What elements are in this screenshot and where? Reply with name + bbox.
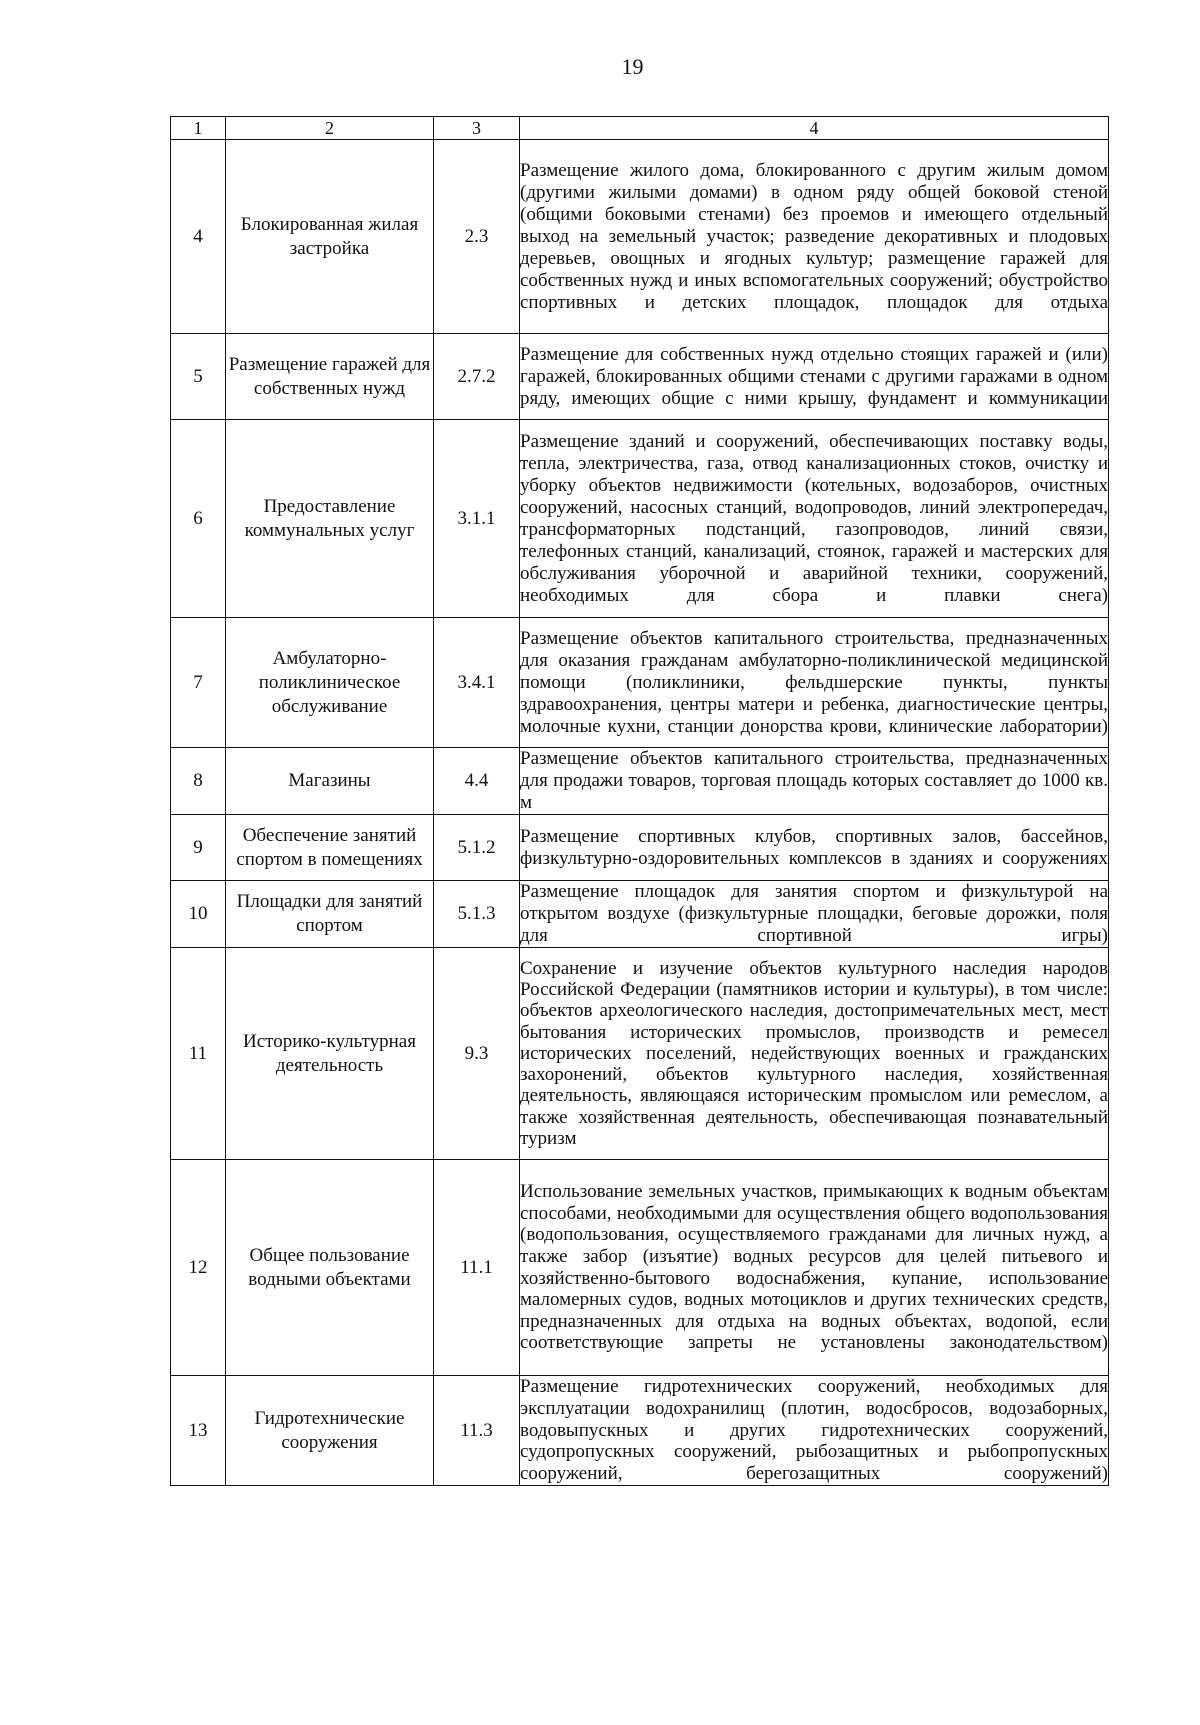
land-use-name: Обеспечение занятий спортом в помещениях [226,815,434,881]
table-row [171,1376,1109,1486]
table-row [171,334,1109,420]
land-use-name: Амбулаторно-поликлиническое обслуживание [226,618,434,748]
header-col-4: 4 [520,117,1109,140]
row-number: 7 [171,618,226,748]
row-number: 10 [171,881,226,948]
land-use-description: Использование земельных участков, примыкающих к водным объектам способами, необходимыми для осуществления общего водопользования (водопользования, осуществляемого гражданами для личных нужд, а также забор (изъятие) водных ресурсов для целей питьевого и хозяйственно-бытового водоснабжения, купание, использование маломерных судов, водных мотоциклов и других технических средств, предназначенных для отдыха на водных объектах, водопой, если соответствующие запреты не установлены законодательством) [520,1160,1109,1376]
table-header-row [171,117,1109,140]
header-col-2: 2 [226,117,434,140]
table-row [171,748,1109,815]
row-number: 12 [171,1160,226,1376]
land-use-code: 11.1 [434,1160,520,1376]
land-use-code: 11.3 [434,1376,520,1486]
table-row [171,420,1109,618]
table-row [171,1160,1109,1376]
page-number: 19 [621,54,644,79]
land-use-description: Размещение для собственных нужд отдельно стоящих гаражей и (или) гаражей, блокированных общими стенами с другими гаражами в одном ряду, имеющих общие с ними крышу, фундамент и коммуникации [520,334,1109,420]
row-number: 4 [171,140,226,334]
table-row [171,815,1109,881]
land-use-code: 5.1.3 [434,881,520,948]
land-use-name: Размещение гаражей для собственных нужд [226,334,434,420]
land-use-description: Размещение объектов капитального строительства, предназначенных для оказания гражданам амбулаторно-поликлинической медицинской помощи (поликлиники, фельдшерские пункты, пункты здравоохранения, центры матери и ребенка, диагностические центры, молочные кухни, станции донорства крови, клинические лаборатории) [520,618,1109,748]
row-number: 6 [171,420,226,618]
table-row [171,881,1109,948]
land-use-description: Размещение жилого дома, блокированного с другим жилым домом (другими жилыми домами) в одном ряду общей боковой стеной (общими боковыми стенами) без проемов и имеющего отдельный выход на земельный участок; разведение декоративных и плодовых деревьев, овощных и ягодных культур; размещение гаражей для собственных нужд и иных вспомогательных сооружений; обустройство спортивных и детских площадок, площадок для отдыха [520,140,1109,334]
land-use-name: Гидротехнические сооружения [226,1376,434,1486]
land-use-code: 9.3 [434,948,520,1160]
land-use-description: Сохранение и изучение объектов культурного наследия народов Российской Федерации (памятников истории и культуры), в том числе: объектов археологического наследия, достопримечательных мест, мест бытования исторических промыслов, производств и ремесел исторических поселений, недействующих военных и гражданских захоронений, объектов культурного наследия, хозяйственная деятельность, являющаяся историческим промыслом или ремеслом, а также хозяйственная деятельность, обеспечивающая познавательный туризм [520,948,1109,1160]
header-col-3: 3 [434,117,520,140]
row-number: 5 [171,334,226,420]
land-use-description: Размещение зданий и сооружений, обеспечивающих поставку воды, тепла, электричества, газа, отвод канализационных стоков, очистку и уборку объектов недвижимости (котельных, водозаборов, очистных сооружений, насосных станций, водопроводов, линий электропередач, трансформаторных подстанций, газопроводов, линий связи, телефонных станций, канализаций, стоянок, гаражей и мастерских для обслуживания уборочной и аварийной техники, сооружений, необходимых для сбора и плавки снега) [520,420,1109,618]
row-number: 9 [171,815,226,881]
land-use-name: Площадки для занятий спортом [226,881,434,948]
row-number: 8 [171,748,226,815]
land-use-code: 3.1.1 [434,420,520,618]
land-use-code: 3.4.1 [434,618,520,748]
table-row [171,618,1109,748]
land-use-description: Размещение спортивных клубов, спортивных залов, бассейнов, физкультурно-оздоровительных комплексов в зданиях и сооружениях [520,815,1109,881]
table-row [171,948,1109,1160]
land-use-description: Размещение площадок для занятия спортом и физкультурой на открытом воздухе (физкультурные площадки, беговые дорожки, поля для спортивной игры) [520,881,1108,946]
land-use-table [170,116,1109,1486]
land-use-description: Размещение объектов капитального строительства, предназначенных для продажи товаров, торговая площадь которых составляет до 1000 кв. м [520,748,1108,813]
land-use-name: Магазины [226,748,434,815]
land-use-name: Общее пользование водными объектами [226,1160,434,1376]
table-row [171,140,1109,334]
land-use-name: Блокированная жилая застройка [226,140,434,334]
header-col-1: 1 [171,117,226,140]
land-use-description: Размещение гидротехнических сооружений, необходимых для эксплуатации водохранилищ (плотин, водосбросов, водозаборных, водовыпускных и других гидротехнических сооружений, судопропускных сооружений, рыбозащитных и рыбопропускных сооружений, берегозащитных сооружений) [520,1376,1108,1485]
row-number: 11 [171,948,226,1160]
land-use-code: 5.1.2 [434,815,520,881]
row-number: 13 [171,1376,226,1486]
land-use-code: 2.3 [434,140,520,334]
land-use-code: 2.7.2 [434,334,520,420]
land-use-code: 4.4 [434,748,520,815]
land-use-name: Историко-культурная деятельность [226,948,434,1160]
land-use-name: Предоставление коммунальных услуг [226,420,434,618]
